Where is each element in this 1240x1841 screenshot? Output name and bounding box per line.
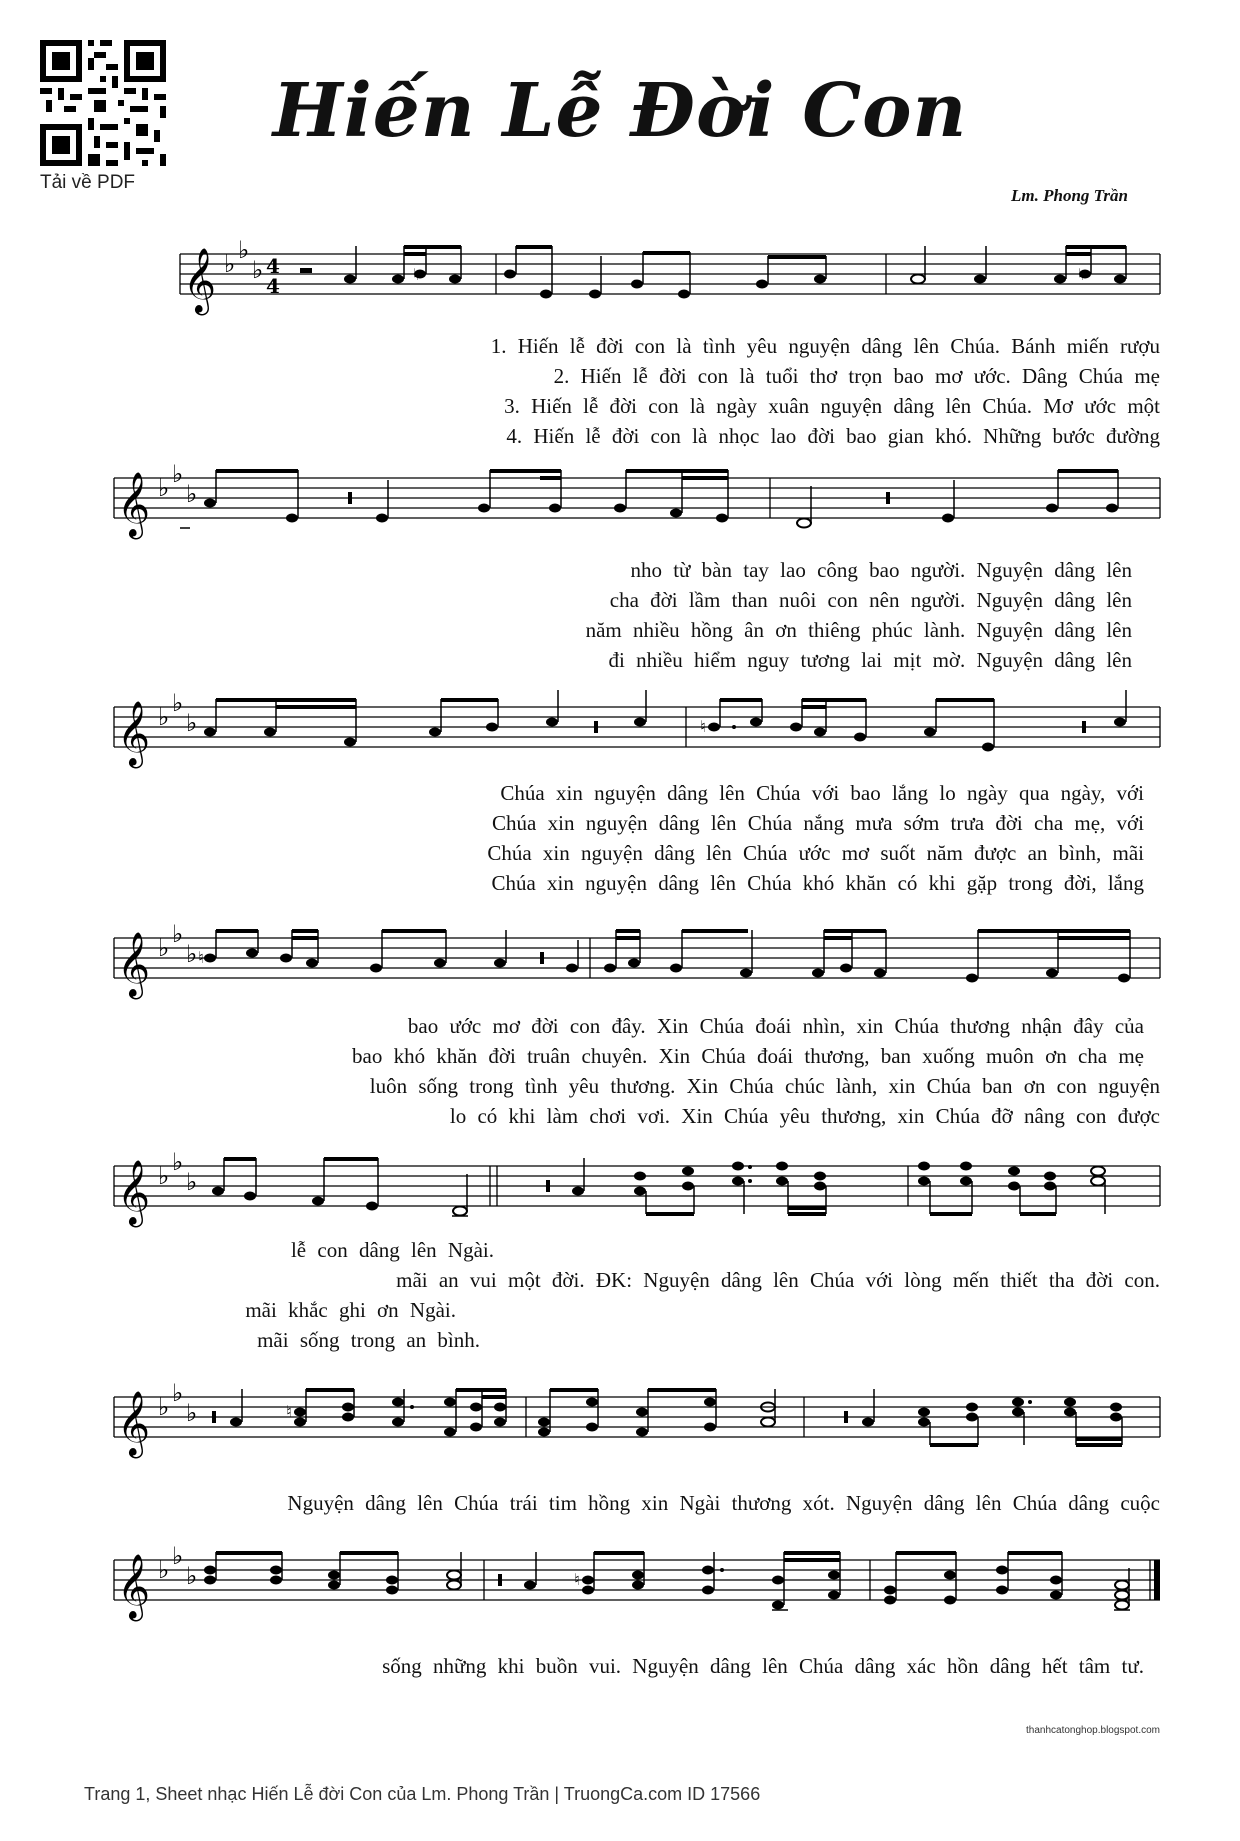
- staff: [0, 456, 1240, 556]
- lyric-line: năm nhiều hồng ân ơn thiêng phúc lành. Nguyện dâng lên: [585, 618, 1132, 642]
- svg-text:♮: ♮: [1078, 265, 1084, 284]
- svg-text:♭: ♭: [158, 474, 170, 502]
- staff: [0, 232, 1240, 332]
- lyric-line: bao ước mơ đời con đây. Xin Chúa đoái nhìn, xin Chúa thương nhận đây của: [407, 1014, 1144, 1038]
- staff: [0, 685, 1240, 785]
- svg-text:♭: ♭: [186, 940, 198, 968]
- svg-text:♭: ♭: [158, 703, 170, 731]
- lyric-line: lễ con dâng lên Ngài.: [290, 1238, 494, 1262]
- svg-text:♭: ♭: [186, 1168, 198, 1196]
- svg-text:♭: ♭: [172, 1148, 184, 1176]
- music-system-5: [0, 1144, 1240, 1352]
- svg-text:♭: ♭: [158, 934, 170, 962]
- key-signature-flats: [224, 236, 263, 284]
- svg-text:♭: ♭: [172, 1379, 184, 1407]
- composer: Lm. Phong Trần: [1011, 186, 1128, 205]
- svg-text:♭: ♭: [252, 256, 264, 284]
- key-signature-flats: [158, 920, 197, 968]
- lyric-line: mãi sống trong an bình.: [257, 1328, 480, 1352]
- staff: [0, 916, 1240, 1016]
- svg-text:♭: ♭: [172, 920, 184, 948]
- svg-text:♮: ♮: [574, 1570, 580, 1589]
- staff: [0, 1144, 1240, 1244]
- music-system-1: [0, 232, 1240, 448]
- lyric-line: 1. Hiến lễ đời con là tình yêu nguyện dâng lên Chúa. Bánh miến rượu: [490, 334, 1160, 358]
- qr-caption[interactable]: Tải về PDF: [40, 172, 136, 193]
- treble-clef-icon: 𝄞: [117, 932, 151, 997]
- staff: [0, 1375, 1240, 1475]
- svg-text:♭: ♭: [158, 1162, 170, 1190]
- lyric-line: cha đời lầm than nuôi con nên người. Nguyện dâng lên: [609, 588, 1132, 612]
- svg-text:♭: ♭: [238, 236, 250, 264]
- lyric-line: mãi khắc ghi ơn Ngài.: [245, 1298, 456, 1322]
- treble-clef-icon: 𝄞: [117, 1160, 151, 1225]
- svg-text:♭: ♭: [186, 480, 198, 508]
- song-title: Hiến Lễ Đời Con: [272, 68, 968, 154]
- music-system-6: [0, 1375, 1240, 1515]
- lyric-line: luôn sống trong tình yêu thương. Xin Chúa chúc lành, xin Chúa ban ơn con nguyện: [369, 1074, 1160, 1098]
- key-signature-flats: [158, 460, 197, 508]
- treble-clef-icon: 𝄞: [117, 1391, 151, 1456]
- svg-text:♭: ♭: [158, 1393, 170, 1421]
- staff: [0, 1538, 1240, 1638]
- svg-text:♭: ♭: [172, 689, 184, 717]
- page-footer: Trang 1, Sheet nhạc Hiến Lễ đời Con của Lm. Phong Trần | TruongCa.com ID 17566: [84, 1784, 761, 1804]
- svg-text:♭: ♭: [186, 1562, 198, 1590]
- svg-text:♭: ♭: [224, 250, 236, 278]
- lyric-line: Chúa xin nguyện dâng lên Chúa nắng mưa sớm trưa đời cha mẹ, với: [492, 811, 1144, 835]
- lyric-line: Chúa xin nguyện dâng lên Chúa khó khăn có khi gặp trong đời, lắng: [491, 871, 1144, 895]
- svg-text:♭: ♭: [172, 460, 184, 488]
- treble-clef-icon: 𝄞: [183, 248, 217, 313]
- svg-text:♮: ♮: [286, 1402, 292, 1421]
- lyric-line: bao khó khăn đời truân chuyên. Xin Chúa đoái thương, ban xuống muôn ơn cha mẹ: [352, 1044, 1144, 1068]
- key-signature-flats: [158, 1542, 197, 1590]
- lyric-line: nho từ bàn tay lao công bao người. Nguyện dâng lên: [630, 558, 1132, 582]
- lyric-line: Chúa xin nguyện dâng lên Chúa với bao lắng lo ngày qua ngày, với: [500, 781, 1144, 805]
- treble-clef-icon: 𝄞: [117, 1554, 151, 1619]
- svg-text:♭: ♭: [186, 1399, 198, 1427]
- key-signature-flats: [158, 689, 197, 737]
- music-system-4: [0, 916, 1240, 1128]
- treble-clef-icon: 𝄞: [117, 701, 151, 766]
- music-system-7: [0, 1538, 1240, 1678]
- treble-clef-icon: 𝄞: [117, 472, 151, 537]
- lyric-line: đi nhiều hiểm nguy tương lai mịt mờ. Nguyện dâng lên: [608, 648, 1132, 672]
- svg-text:4: 4: [266, 254, 280, 278]
- svg-text:♮: ♮: [198, 948, 204, 967]
- lyric-line: 3. Hiến lễ đời con là ngày xuân nguyện dâng lên Chúa. Mơ ước một: [504, 394, 1160, 418]
- lyric-line: sống những khi buồn vui. Nguyện dâng lên Chúa dâng xác hồn dâng hết tâm tư.: [382, 1654, 1144, 1678]
- music-system-2: [0, 456, 1240, 672]
- lyric-line: 4. Hiến lễ đời con là nhọc lao đời bao gian khó. Những bước đường: [506, 424, 1160, 448]
- lyric-line: 2. Hiến lễ đời con là tuổi thơ trọn bao mơ ước. Dâng Chúa mẹ: [553, 364, 1160, 388]
- svg-text:♭: ♭: [186, 709, 198, 737]
- lyric-line: Nguyện dâng lên Chúa trái tim hồng xin Ngài thương xót. Nguyện dâng lên Chúa dâng cuộc: [287, 1491, 1160, 1515]
- svg-text:♭: ♭: [158, 1556, 170, 1584]
- svg-text:♮: ♮: [700, 717, 706, 736]
- key-signature-flats: [158, 1148, 197, 1196]
- svg-text:♭: ♭: [172, 1542, 184, 1570]
- website-credit[interactable]: thanhcatonghop.blogspot.com: [1026, 1725, 1160, 1736]
- music-system-3: [0, 685, 1240, 895]
- key-signature-flats: [158, 1379, 197, 1427]
- lyric-line: Chúa xin nguyện dâng lên Chúa ước mơ suốt năm được an bình, mãi: [487, 841, 1144, 865]
- svg-text:♮: ♮: [413, 265, 419, 284]
- time-signature: [266, 254, 280, 298]
- svg-text:4: 4: [266, 274, 280, 298]
- lyric-line: mãi an vui một đời. ĐK: Nguyện dâng lên Chúa với lòng mến thiết tha đời con.: [396, 1268, 1160, 1292]
- lyric-line: lo có khi làm chơi vơi. Xin Chúa yêu thương, xin Chúa đỡ nâng con được: [449, 1104, 1160, 1128]
